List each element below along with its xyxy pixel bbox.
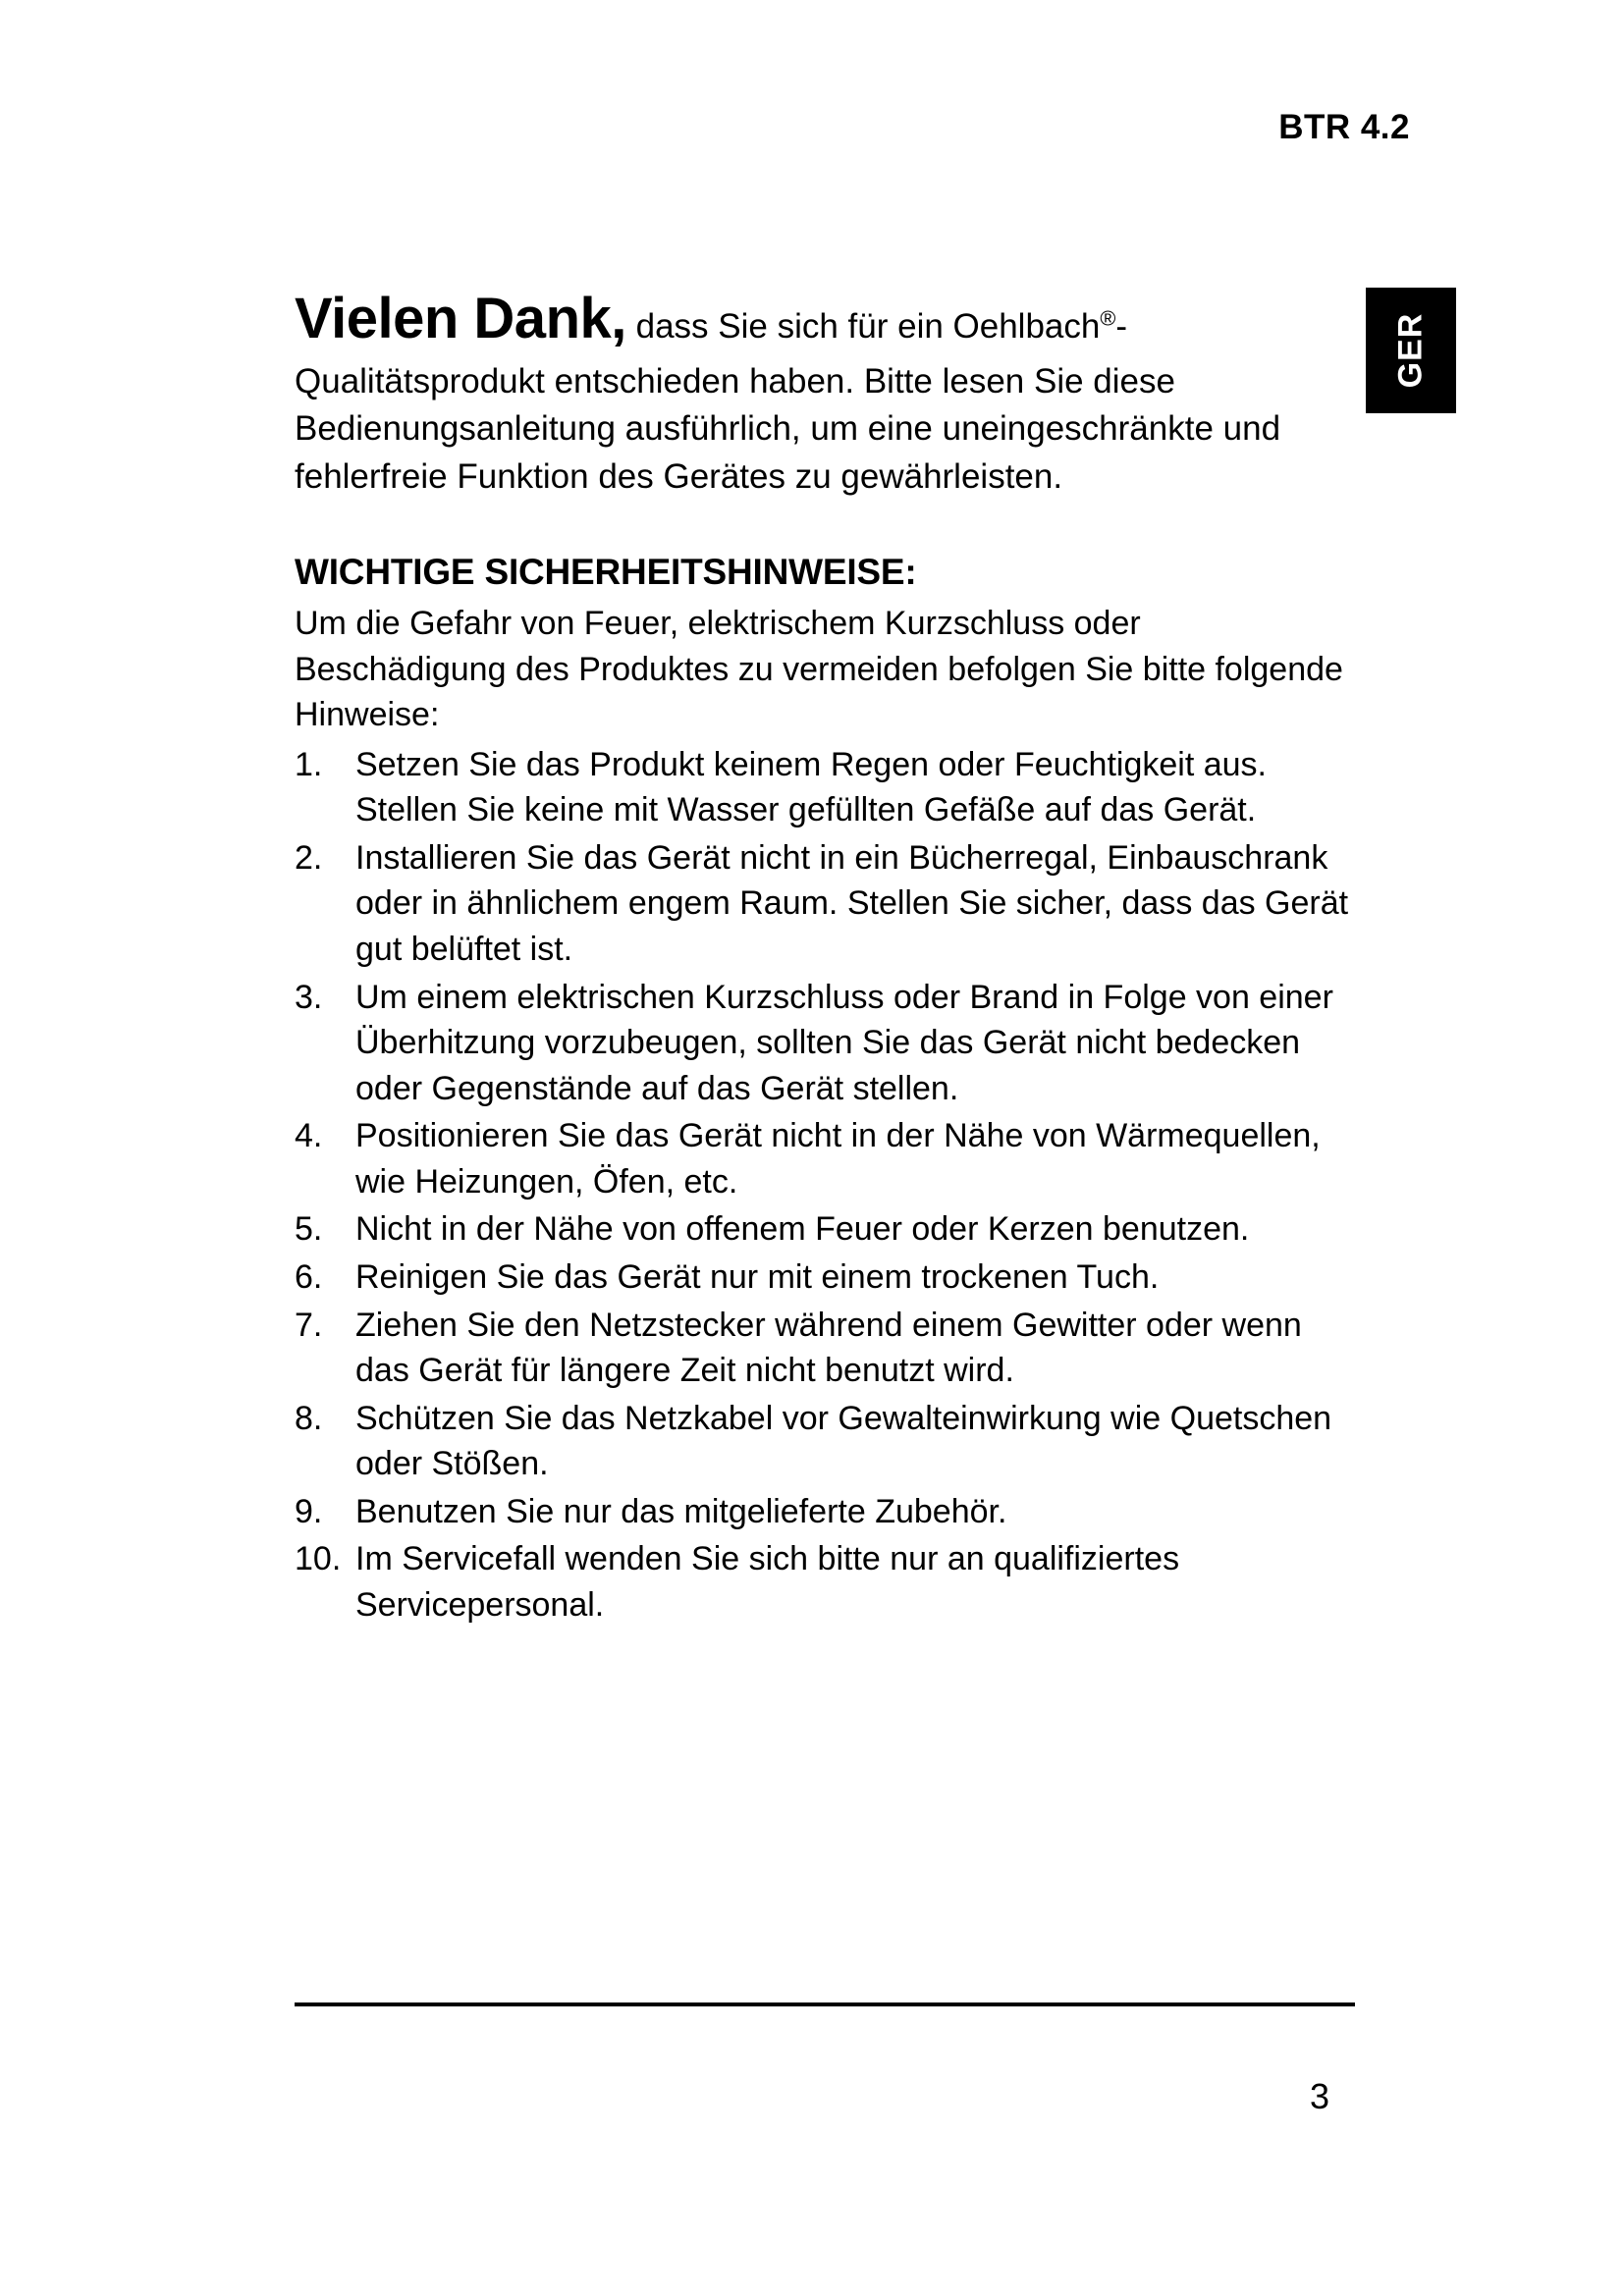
list-item: [295, 835, 1355, 973]
intro-text-part1: dass Sie sich für ein Oehlbach: [625, 307, 1101, 346]
safety-instructions-list: [295, 742, 1355, 1629]
intro-paragraph: [295, 280, 1355, 501]
list-item-number: 4.: [295, 1117, 323, 1155]
language-tab-ger: [1366, 288, 1456, 413]
intro-text-part2: -Qualitätsprodukt entschieden haben. Bitte lesen Sie diese Bedienungsanleitung ausführlich, um eine uneingeschränkte und fehlerfreie Funktion des Gerätes zu gewährleisten.: [295, 307, 1281, 496]
list-item-number: 7.: [295, 1306, 323, 1344]
list-item: [295, 1303, 1355, 1394]
list-item: [295, 975, 1355, 1112]
list-item-text: Nicht in der Nähe von offenem Feuer oder Kerzen benutzen.: [355, 1210, 1250, 1249]
list-item-text: Setzen Sie das Produkt keinem Regen oder Feuchtigkeit aus. Stellen Sie keine mit Wasser gefüllten Gefäße auf das Gerät.: [355, 745, 1267, 829]
list-item-number: 2.: [295, 838, 323, 877]
page-number: 3: [1309, 2076, 1329, 2116]
list-item: [295, 1396, 1355, 1487]
list-item: [295, 742, 1355, 833]
list-item-text: Positionieren Sie das Gerät nicht in der Nähe von Wärmequellen, wie Heizungen, Öfen, etc.: [355, 1117, 1321, 1201]
list-item-number: 10.: [295, 1540, 342, 1578]
list-item-number: 8.: [295, 1399, 323, 1437]
list-item-number: 5.: [295, 1210, 323, 1249]
list-item: [295, 1255, 1355, 1301]
list-item-text: Benutzen Sie nur das mitgelieferte Zubehör.: [355, 1492, 1007, 1530]
list-item: [295, 1489, 1355, 1535]
list-item-text: Um einem elektrischen Kurzschluss oder Brand in Folge von einer Überhitzung vorzubeugen, sollten Sie das Gerät nicht bedecken oder Gegenstände auf das Gerät stellen.: [355, 978, 1333, 1107]
safety-section-title: WICHTIGE SICHERHEITSHINWEISE:: [295, 551, 917, 592]
list-item-number: 9.: [295, 1492, 323, 1530]
list-item-number: 1.: [295, 745, 323, 783]
registered-mark: ®: [1100, 305, 1116, 331]
list-item-number: 3.: [295, 978, 323, 1016]
safety-lead-text: Um die Gefahr von Feuer, elektrischem Kurzschluss oder Beschädigung des Produktes zu vermeiden befolgen Sie bitte folgende Hinweise:: [295, 604, 1343, 734]
page-content: [295, 280, 1355, 1630]
intro-lead-bold: Vielen Dank,: [295, 287, 626, 350]
list-item: [295, 1536, 1355, 1628]
list-item: [295, 1206, 1355, 1253]
list-item: [295, 1113, 1355, 1204]
list-item-text: Im Servicefall wenden Sie sich bitte nur an qualifiziertes Servicepersonal.: [355, 1540, 1180, 1625]
list-item-text: Schützen Sie das Netzkabel vor Gewalteinwirkung wie Quetschen oder Stößen.: [355, 1399, 1332, 1483]
list-item-text: Installieren Sie das Gerät nicht in ein Bücherregal, Einbauschrank oder in ähnlichem engem Raum. Stellen Sie sicher, dass das Gerät gut belüftet ist.: [355, 838, 1349, 968]
list-item-text: Reinigen Sie das Gerät nur mit einem trockenen Tuch.: [355, 1258, 1160, 1297]
language-tab-label: GER: [1391, 312, 1430, 389]
footer-divider: [295, 2002, 1355, 2006]
document-model-header: BTR 4.2: [1278, 108, 1410, 146]
list-item-number: 6.: [295, 1258, 323, 1297]
list-item-text: Ziehen Sie den Netzstecker während einem Gewitter oder wenn das Gerät für längere Zeit nicht benutzt wird.: [355, 1306, 1302, 1390]
